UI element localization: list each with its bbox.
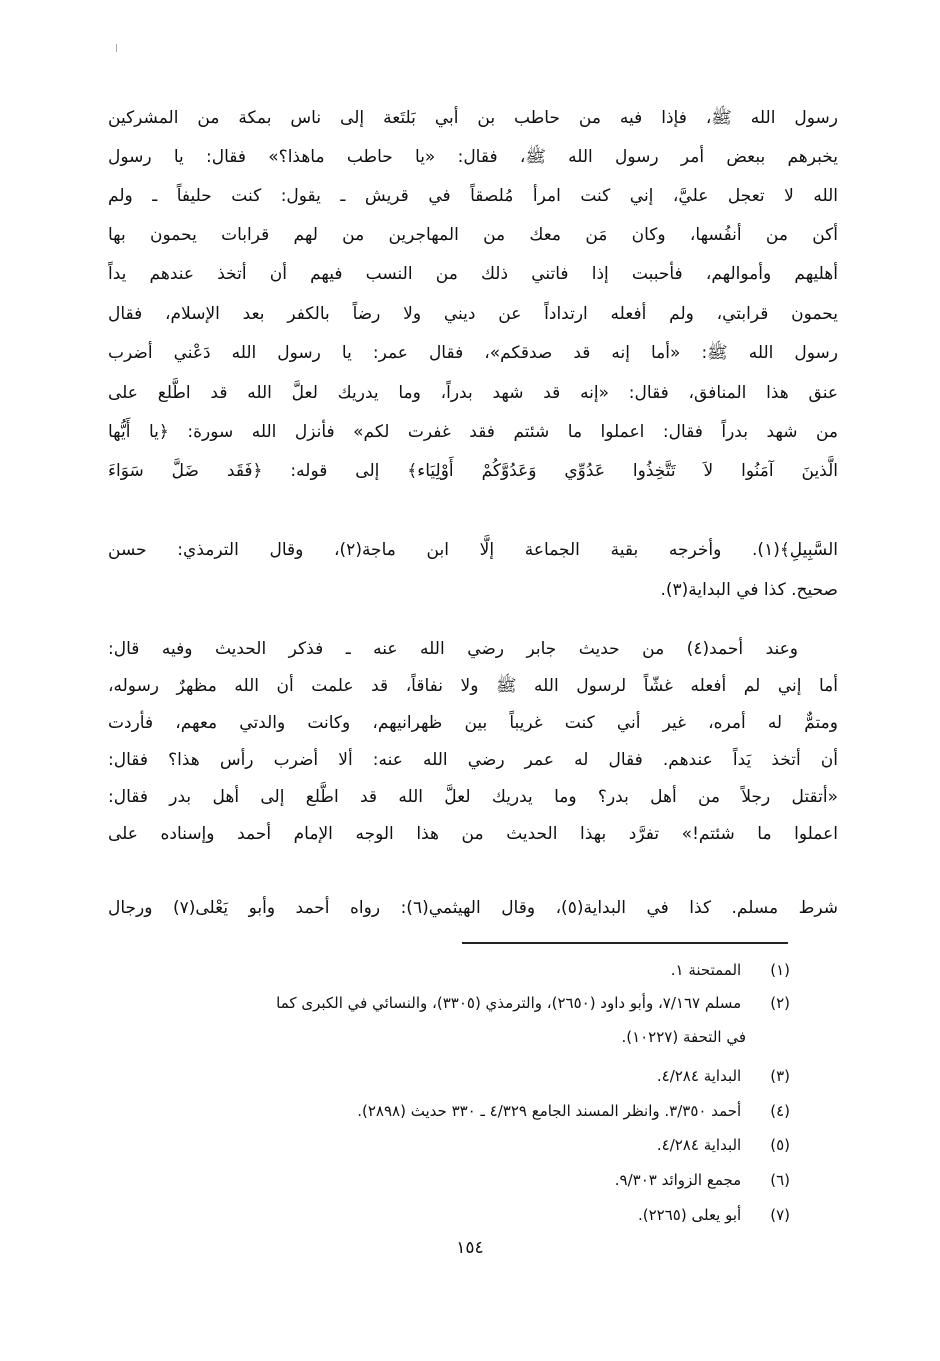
text-line: عنق هذا المنافق، فقال: «إنه قد شهد بدراً، وما يدريك لعلَّ الله قد اطَّلع على xyxy=(108,383,838,403)
text-line: الَّذينَ آمَنُوا لاَ تَتَّخِذُوا عَدُوِّي وَعَدُوَّكُمْ أَوْلِيَاء﴾ إلى قوله: ﴿فَقَد ضَلَّ سَوَاءَ xyxy=(108,461,838,481)
footnote-text: مسلم ٧/١٦٧، وأبو داود (٢٦٥٠)، والترمذي (٣٣٠٥)، والنسائي في الكبرى كما xyxy=(276,994,742,1012)
text-line: وعند أحمد(٤) من حديث جابر رضي الله عنه ـ فذكر الحديث وفيه قال: xyxy=(108,639,798,659)
text-line: صحيح. كذا في البداية(٣). xyxy=(660,580,838,600)
footnote xyxy=(276,990,790,1016)
footnote-text: أحمد ٣/٣٥٠. وانظر المسند الجامع ٤/٣٢٩ ـ ٣٣٠ حديث (٢٨٩٨). xyxy=(357,1102,742,1120)
text-line: أن أتخذ يَداً عندهم. فقال له عمر رضي الله عنه: ألا أضرب رأس هذا؟ فقال: xyxy=(108,750,838,770)
footnote-continuation: في التحفة (١٠٢٢٧). xyxy=(621,1028,746,1046)
text-line: رسول الله ﷺ، فإذا فيه من حاطب بن أبي بَلتَعة إلى ناس بمكة من المشركين xyxy=(108,108,838,128)
footnote-text: مجمع الزوائد ٩/٣٠٣. xyxy=(614,1171,742,1189)
footnote-number: (٧) xyxy=(770,1206,790,1224)
footnote xyxy=(638,1202,790,1228)
footnote-number: (٥) xyxy=(770,1136,790,1154)
text-line: أهليهم وأموالهم، فأحببت إذا فاتني ذلك من النسب فيهم أن أتخذ عندهم يداً xyxy=(108,264,838,284)
footnote-text: البداية ٤/٢٨٤. xyxy=(656,1067,742,1085)
text-line: من شهد بدراً فقال: اعملوا ما شئتم فقد غفرت لكم» فأنزل الله سورة: ﴿يا أَيُّها xyxy=(108,422,838,442)
footnote-number: (٣) xyxy=(770,1067,790,1085)
footnote xyxy=(671,957,790,983)
footnote xyxy=(615,1167,790,1193)
scan-mark xyxy=(116,44,117,52)
footnote-separator xyxy=(462,942,788,944)
footnote-text: البداية ٤/٢٨٤. xyxy=(656,1136,742,1154)
text-line: اعملوا ما شئتم!» تفرَّد بهذا الحديث من هذا الوجه الإمام أحمد وإسناده على xyxy=(108,824,838,844)
footnote-number: (٢) xyxy=(770,994,790,1012)
footnote xyxy=(357,1098,790,1124)
footnote xyxy=(657,1132,790,1158)
text-line: السَّبِيلِ﴾(١). وأخرجه بقية الجماعة إلَّا ابن ماجة(٢)، وقال الترمذي: حسن xyxy=(108,540,838,560)
text-line: «أتقتل رجلاً من أهل بدر؟ وما يدريك لعلَّ الله قد اطَّلع إلى أهل بدر فقال: xyxy=(108,787,838,807)
footnote-text: الممتحنة ١. xyxy=(670,961,742,979)
footnote-number: (١) xyxy=(770,961,790,979)
footnote xyxy=(657,1063,790,1089)
footnote-text: أبو يعلى (٢٢٦٥). xyxy=(638,1206,742,1224)
text-line: يخبرهم ببعض أمر رسول الله ﷺ، فقال: «يا حاطب ماهذا؟» فقال: يا رسول xyxy=(108,147,838,167)
text-line: أما إني لم أفعله غشّاً لرسول الله ﷺ ولا نفاقاً، قد علمت أن الله مظهرٌ رسوله، xyxy=(108,676,838,696)
text-line: أكن من أنفُسها، وكان مَن معك من المهاجرين من لهم قرابات يحمون بها xyxy=(108,225,838,245)
text-line: ومتمٌّ له أمره، غير أني كنت غريباً بين ظهرانيهم، وكانت والدتي معهم، فأردت xyxy=(108,713,838,733)
footnote-number: (٤) xyxy=(770,1102,790,1120)
text-line: رسول الله ﷺ: «أما إنه قد صدقكم»، فقال عمر: يا رسول الله دَعْني أضرب xyxy=(108,343,838,363)
text-line: الله لا تعجل عليَّ، إني كنت امرأ مُلصقاً في قريش ـ يقول: كنت حليفاً ـ ولم xyxy=(108,186,838,206)
text-line: شرط مسلم. كذا في البداية(٥)، وقال الهيثمي(٦): رواه أحمد وأبو يَعْلى(٧) ورجال xyxy=(108,898,838,918)
footnote-number: (٦) xyxy=(770,1171,790,1189)
text-line: يحمون قرابتي، ولم أفعله ارتداداً عن ديني ولا رضاً بالكفر بعد الإسلام، فقال xyxy=(108,304,838,324)
page-number: ١٥٤ xyxy=(456,1238,484,1258)
